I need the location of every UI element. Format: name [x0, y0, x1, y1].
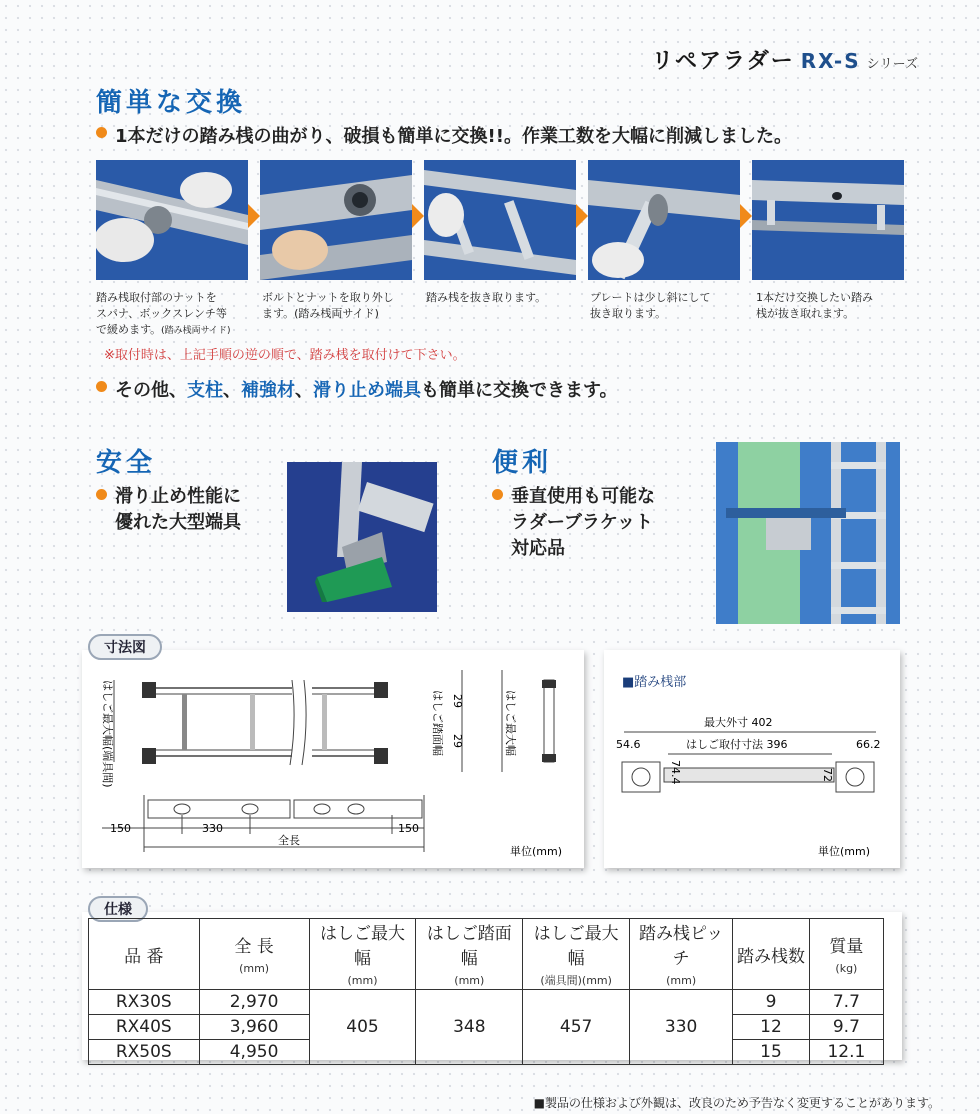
cell-mass: 9.7 — [809, 1015, 883, 1040]
dimension-unit: 単位(mm) — [510, 845, 563, 858]
caption-line: 1本だけ交換したい踏み — [756, 291, 873, 304]
cell-max-width: 405 — [309, 990, 416, 1065]
rung-panel — [604, 650, 900, 868]
caption-small: (踏み桟両サイド) — [161, 326, 231, 336]
spec-table — [88, 918, 884, 1065]
step-caption-1 — [96, 290, 256, 339]
dimension-panel — [82, 650, 584, 868]
dim-29a: 29 — [451, 694, 464, 708]
step-photo-3 — [424, 160, 576, 280]
exchange-lead-text: 1本だけの踏み桟の曲がり、破損も簡単に交換!!。作業工数を大幅に削減しました。 — [115, 126, 792, 147]
cell-pitch: 330 — [630, 990, 733, 1065]
other-sep: 、 — [223, 380, 241, 401]
safety-line: 優れた大型端具 — [115, 512, 241, 533]
rung-title: ■踏み桟部 — [622, 675, 687, 690]
step-caption-2 — [262, 290, 422, 322]
cell-model: RX50S — [89, 1040, 200, 1065]
other-keyword: 滑り止め端具 — [313, 380, 421, 401]
col-header: 品 番 — [89, 919, 200, 990]
step-caption-5 — [756, 290, 916, 322]
exchange-lead — [96, 122, 792, 148]
rung-d744: 74.4 — [669, 760, 682, 785]
safety-photo — [287, 462, 437, 612]
cell-length: 3,960 — [199, 1015, 309, 1040]
footer-note: ■製品の仕様および外観は、改良のため予告なく変更することがあります。 — [533, 1096, 940, 1110]
bullet-dot — [96, 381, 107, 392]
rung-max-outer: 最大外寸 402 — [704, 716, 773, 729]
rung-unit: 単位(mm) — [818, 845, 871, 858]
caption-line: ます。(踏み桟両サイド) — [262, 307, 379, 320]
caption-line: 抜き取ります。 — [590, 307, 667, 320]
col-header: はしご最大幅 (端具間)(mm) — [523, 919, 630, 990]
other-sep: 、 — [295, 380, 313, 401]
rung-d72: 72 — [821, 768, 834, 782]
spec-header-row — [89, 919, 884, 990]
convenience-line: 対応品 — [511, 538, 565, 559]
dim-330: 330 — [202, 822, 223, 835]
convenience-text — [492, 484, 655, 562]
series-suffix: シリーズ — [866, 57, 918, 72]
arrow-icon — [412, 204, 424, 228]
cell-rungs: 15 — [733, 1040, 810, 1065]
other-keyword: 支柱 — [187, 380, 223, 401]
convenience-line: 垂直使用も可能な — [511, 486, 655, 507]
rung-d546: 54.6 — [616, 738, 641, 751]
other-text: その他、 — [115, 380, 187, 401]
cell-model: RX30S — [89, 990, 200, 1015]
cell-rungs: 9 — [733, 990, 810, 1015]
label-max-width-v: はしご最大幅(端具間) — [101, 680, 114, 788]
col-header: 踏み桟数 — [733, 919, 810, 990]
safety-title: 安全 — [96, 448, 157, 478]
safety-text — [96, 484, 241, 536]
other-text: も簡単に交換できます。 — [421, 380, 618, 401]
install-note: ※取付時は、上記手順の逆の順で、踏み桟を取付けて下さい。 — [104, 348, 466, 363]
col-header: 質量 (kg) — [809, 919, 883, 990]
step-photo-5 — [752, 160, 904, 280]
convenience-title: 便利 — [492, 448, 553, 478]
col-header: 踏み桟ピッチ (mm) — [630, 919, 733, 990]
step-photo-2 — [260, 160, 412, 280]
rung-mount: はしご取付寸法 396 — [686, 738, 788, 751]
dim-150a: 150 — [110, 822, 131, 835]
col-header: はしご最大幅 (mm) — [309, 919, 416, 990]
safety-line: 滑り止め性能に — [115, 486, 241, 507]
col-header: はしご踏面幅 (mm) — [416, 919, 523, 990]
caption-line: ボルトとナットを取り外し — [262, 291, 394, 304]
caption-line: 桟が抜き取れます。 — [756, 307, 855, 320]
cell-max-width-end: 457 — [523, 990, 630, 1065]
cell-rungs: 12 — [733, 1015, 810, 1040]
cell-mass: 7.7 — [809, 990, 883, 1015]
cell-length: 4,950 — [199, 1040, 309, 1065]
step-caption-3 — [426, 290, 586, 306]
caption-line: プレートは少し斜にして — [590, 291, 711, 304]
rung-d662: 66.2 — [856, 738, 881, 751]
bullet-dot — [492, 489, 503, 500]
label-max-width: はしご最大幅 — [504, 690, 517, 756]
step-photo-4 — [588, 160, 740, 280]
caption-line: 踏み桟を抜き取ります。 — [426, 291, 547, 304]
cell-model: RX40S — [89, 1015, 200, 1040]
caption-line: 踏み桟取付部のナットを — [96, 291, 217, 304]
step-photo-1 — [96, 160, 248, 280]
total-length-label: 全長 — [278, 834, 300, 847]
caption-line: スパナ、ボックスレンチ等 — [96, 307, 227, 320]
cell-tread-width: 348 — [416, 990, 523, 1065]
dim-150b: 150 — [398, 822, 419, 835]
bracket-photo — [716, 442, 900, 624]
series-code: RX-S — [800, 49, 861, 73]
product-name: リペアラダー — [651, 49, 795, 74]
cell-length: 2,970 — [199, 990, 309, 1015]
other-keyword: 補強材 — [241, 380, 295, 401]
cell-mass: 12.1 — [809, 1040, 883, 1065]
step-caption-4 — [590, 290, 750, 322]
dim-29b: 29 — [451, 734, 464, 748]
bullet-dot — [96, 489, 107, 500]
caption-line: で緩めます。 — [96, 323, 162, 336]
exchange-title: 簡単な交換 — [96, 88, 247, 118]
dimension-tag: 寸法図 — [88, 634, 162, 660]
arrow-icon — [576, 204, 588, 228]
convenience-line: ラダーブラケット — [511, 512, 654, 533]
col-header: 全 長 (mm) — [199, 919, 309, 990]
series-header — [651, 44, 918, 75]
bullet-dot — [96, 127, 107, 138]
table-row — [89, 990, 884, 1015]
arrow-icon — [740, 204, 752, 228]
spec-tag: 仕様 — [88, 896, 148, 922]
label-tread-width: はしご踏面幅 — [431, 690, 444, 756]
other-parts — [96, 376, 618, 402]
arrow-icon — [248, 204, 260, 228]
